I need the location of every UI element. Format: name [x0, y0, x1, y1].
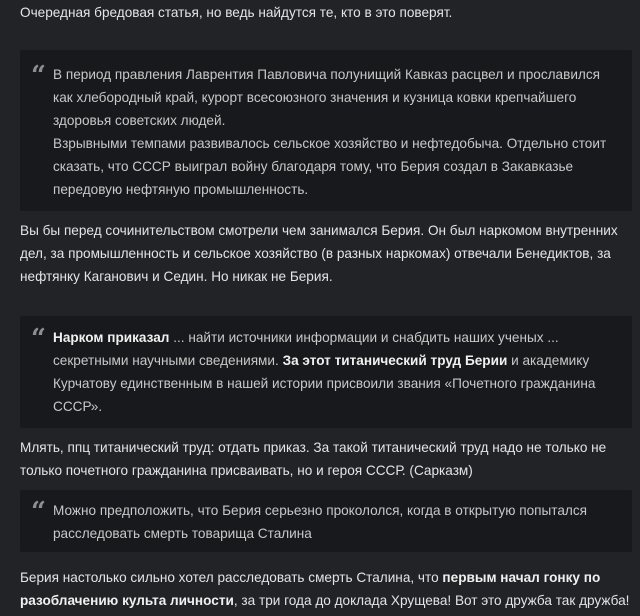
reply-3 [20, 566, 632, 612]
blockquote-1-para-1: В период правления Лаврентия Павловича полунищий Кавказ расцвел и прославился как хлебородный край, курорт всесоюзного значения и кузница ковки крепчайшего здоровья советских людей. [53, 67, 601, 128]
quote-icon: “ [31, 61, 44, 91]
blockquote-2-para [53, 326, 622, 418]
blockquote-1 [20, 50, 632, 211]
reply-2: Млять, ппц титанический труд: отдать приказ. За такой титанический труд надо не только не только почетного гражданина присваивать, но и героя СССР. (Сарказм) [20, 440, 607, 478]
reply-3-text-1: Берия настолько сильно хотел расследовать смерть Сталина, что [20, 570, 443, 585]
quote-icon: “ [31, 497, 44, 527]
quote-icon: “ [31, 324, 44, 354]
reply-1: Вы бы перед сочинительством смотрели чем занимался Берия. Он был наркомом внутренних дел, за промышленность и сельское хозяйство (в разных наркомах) отвечали Бенедиктов, за нефтянку Каганович и Седин. Но никак не Берия. [20, 223, 618, 284]
plain-phrase-1: ... найти источники информации и снабдить наших ученых ... секретными научными сведениями. [53, 330, 559, 368]
reply-3-bold: первым начал гонку по разоблачению культа личности [20, 570, 601, 608]
bold-phrase-1: Нарком приказал [53, 330, 170, 345]
blockquote-3 [20, 490, 632, 552]
bold-phrase-2: За этот титанический труд Берии [282, 353, 508, 368]
blockquote-2 [20, 316, 632, 428]
blockquote-1-para-2: Взрывными темпами развивалось сельское хозяйство и нефтедобыча. Отдельно стоит сказать, что СССР выиграл войну благодаря тому, что Берия создал в Закавказье передовую нефтяную промышленность. [53, 136, 607, 197]
plain-phrase-2: и академику Курчатову единственным в нашей истории присвоили звания «Почетного гражданина СССР». [53, 353, 596, 414]
reply-3-text-2: , за три года до доклада Хрущева! Вот это дружба так дружба! [233, 593, 630, 608]
blockquote-3-para: Можно предположить, что Берия серьезно прокололся, когда в открытую попытался расследовать смерть товарища Сталина [53, 503, 587, 541]
intro-text: Очередная бредовая статья, но ведь найдутся те, кто в это поверят. [20, 5, 453, 20]
